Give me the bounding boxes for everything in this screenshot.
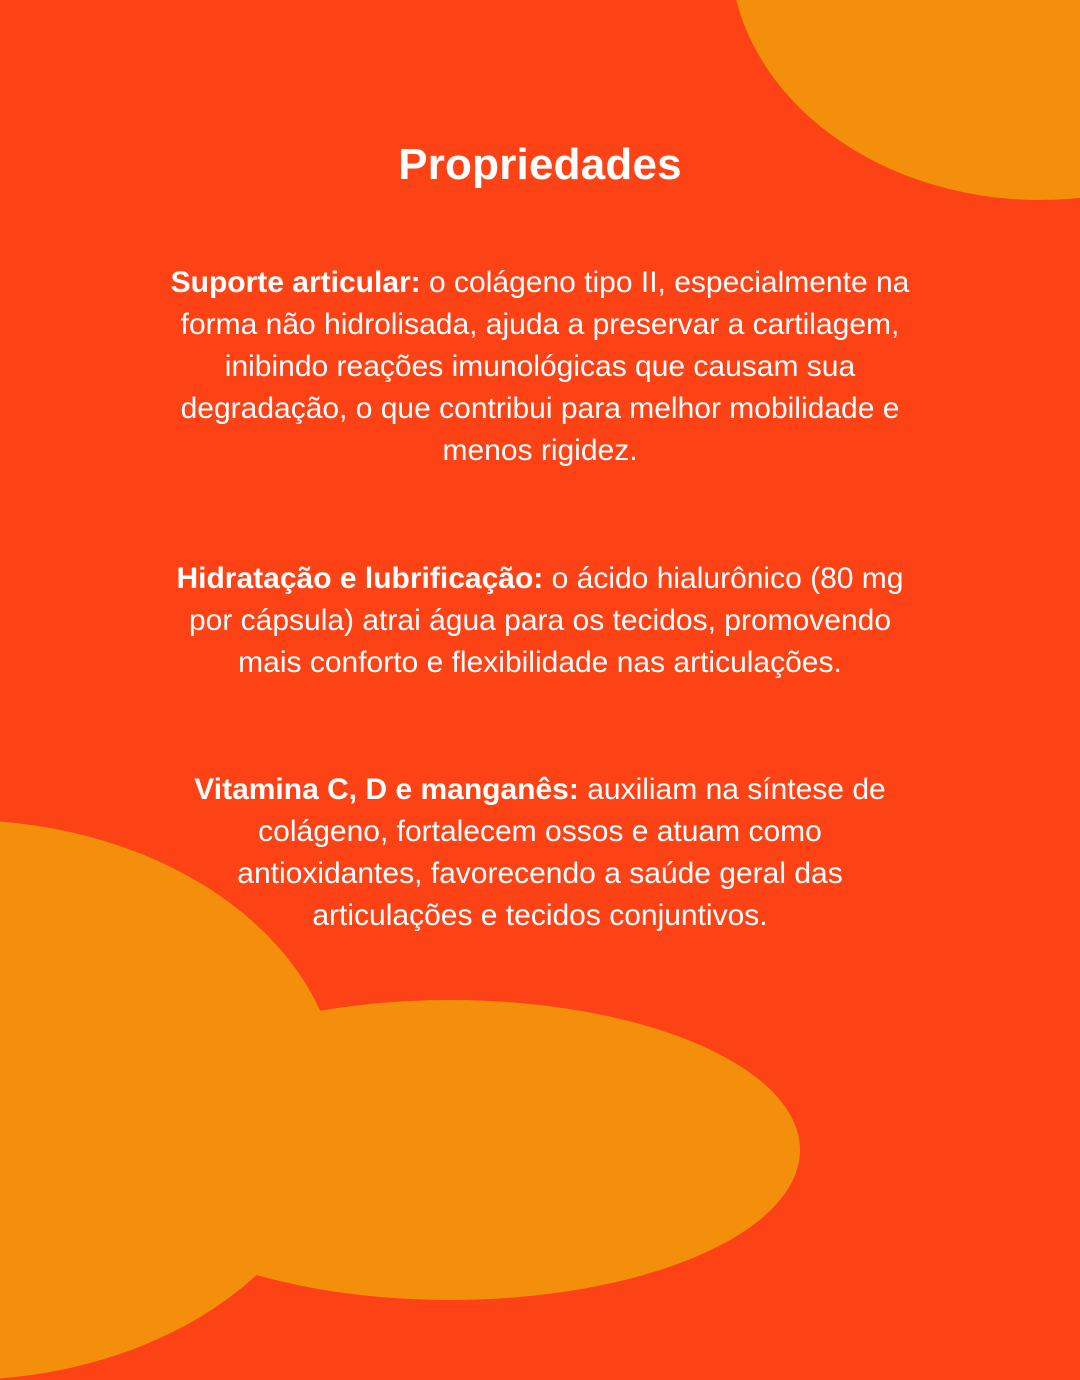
decorative-blob-bottom	[100, 1000, 800, 1300]
section-heading: Suporte articular:	[170, 266, 421, 299]
section-text: o ácido hialurônico (80 mg por cápsula) atrai água para os tecidos, promovendo mais conforto e flexibilidade nas articulações.	[188, 562, 904, 679]
section-heading: Vitamina C, D e manganês:	[194, 773, 579, 806]
section-vitamins	[170, 769, 910, 937]
section-text: o colágeno tipo II, especialmente na forma não hidrolisada, ajuda a preservar a cartilagem, inibindo reações imunológicas que causam sua degradação, o que contribui para melhor mobilidade e menos rigidez.	[180, 266, 910, 467]
page-title: Propriedades	[398, 140, 682, 189]
section-text: auxiliam na síntese de colágeno, fortalecem ossos e atuam como antioxidantes, favorecendo a saúde geral das articulações e tecidos conjuntivos.	[237, 773, 886, 932]
section-heading: Hidratação e lubrificação:	[176, 562, 544, 595]
section-joint-support	[170, 262, 910, 472]
section-hydration	[170, 558, 910, 684]
